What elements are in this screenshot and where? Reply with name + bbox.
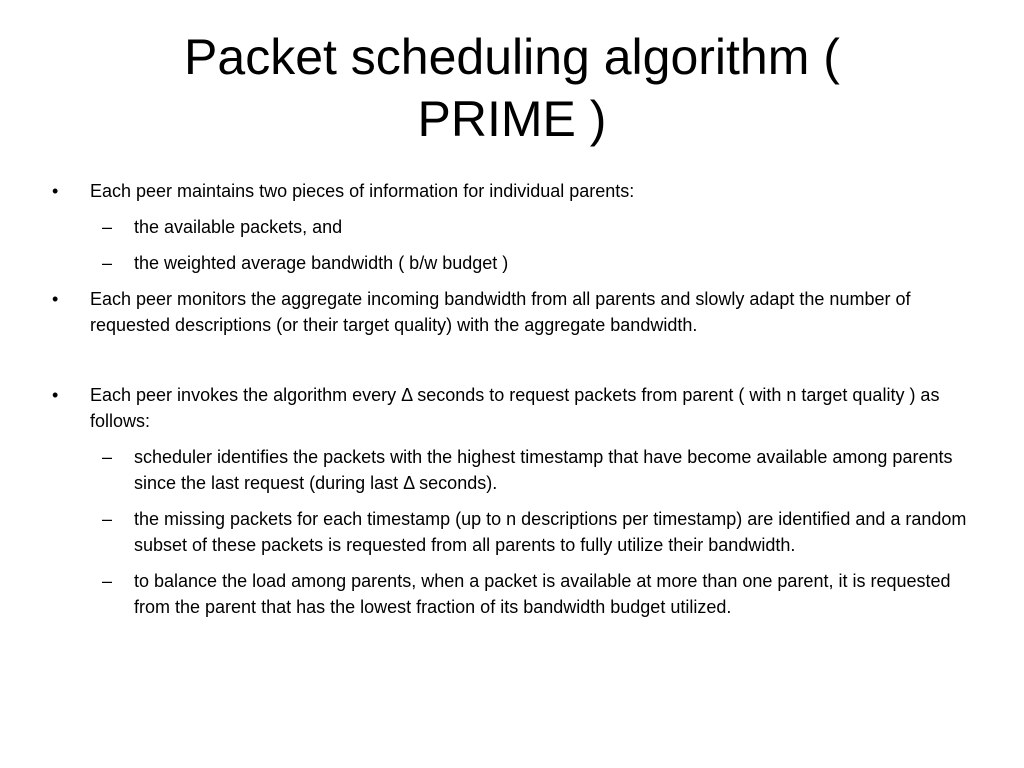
sub-bullet-marker: – <box>102 509 113 529</box>
sub-bullet-marker: – <box>102 447 113 467</box>
sub-bullet-text: the missing packets for each timestamp (up to n descriptions per timestamp) are identified and a random subset of these packets is requested from all parents to fully utilize their bandwidth. <box>134 509 967 555</box>
sub-bullet-text: the available packets, and <box>134 217 343 237</box>
sub-bullet-text: to balance the load among parents, when a packet is available at more than one parent, it is requested from the parent that has the lowest fraction of its bandwidth budget utilized. <box>134 571 951 617</box>
bullet-marker: • <box>52 385 59 405</box>
slide-body <box>52 178 982 630</box>
sub-bullet-text: the weighted average bandwidth ( b/w budget ) <box>134 253 509 273</box>
bullet-text: Each peer invokes the algorithm every Δ seconds to request packets from parent ( with n target quality ) as follows: <box>90 385 940 431</box>
sub-bullet-marker: – <box>102 571 113 591</box>
bullet-marker: • <box>52 289 59 309</box>
slide-title-line-2: PRIME ) <box>417 91 607 147</box>
bullet-text: Each peer monitors the aggregate incoming bandwidth from all parents and slowly adapt the number of requested descriptions (or their target quality) with the aggregate bandwidth. <box>90 289 911 335</box>
bullet-marker: • <box>52 181 59 201</box>
sub-bullet-item <box>52 214 982 240</box>
bullet-item <box>52 178 982 204</box>
sub-bullet-item <box>52 250 982 276</box>
sub-bullet-item <box>52 444 982 496</box>
sub-bullet-text: scheduler identifies the packets with the highest timestamp that have become available among parents since the last request (during last Δ seconds). <box>134 447 953 493</box>
bullet-item <box>52 382 982 434</box>
bullet-text: Each peer maintains two pieces of information for individual parents: <box>90 181 635 201</box>
sub-bullet-item <box>52 568 982 620</box>
bullet-item <box>52 286 982 338</box>
slide-title-line-1: Packet scheduling algorithm ( <box>184 29 840 85</box>
sub-bullet-item <box>52 506 982 558</box>
sub-bullet-marker: – <box>102 253 113 273</box>
sub-bullet-marker: – <box>102 217 113 237</box>
slide-title <box>60 26 964 150</box>
